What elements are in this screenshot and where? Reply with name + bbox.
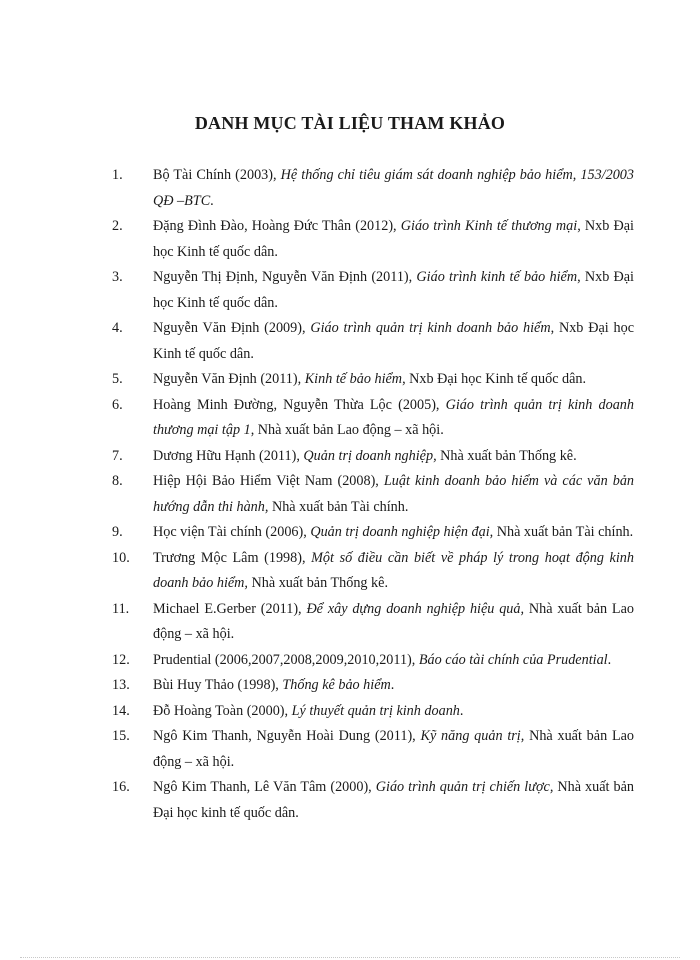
reference-title: Báo cáo tài chính của Prudential <box>418 651 608 668</box>
reference-number: 2. <box>112 218 123 234</box>
page-title: DANH MỤC TÀI LIỆU THAM KHẢO <box>194 113 506 133</box>
reference-publisher: Nhà xuất bản Đại học kinh tế quốc dân. <box>153 779 634 821</box>
reference-number: 7. <box>112 447 123 464</box>
reference-text <box>153 214 634 265</box>
reference-text <box>153 316 634 367</box>
reference-item <box>0 546 700 597</box>
reference-item <box>0 444 700 470</box>
reference-number: 8. <box>112 473 123 489</box>
reference-title: Kinh tế bảo hiểm <box>304 371 403 387</box>
reference-publisher: , Nxb Đại học Kinh tế quốc dân. <box>153 320 634 362</box>
reference-authors: Nguyễn Văn Định (2011), <box>153 371 305 387</box>
reference-title: Thống kê bảo hiểm <box>282 677 391 693</box>
reference-publisher: , Nxb Đại học Kinh tế quốc dân. <box>153 269 635 311</box>
reference-authors: Bùi Huy Thảo (1998), <box>153 677 283 693</box>
reference-number: 12. <box>112 651 130 668</box>
reference-text <box>153 469 634 520</box>
reference-title: Kỹ năng quản trị, <box>420 728 525 744</box>
reference-authors: Dương Hữu Hạnh (2011), <box>153 447 304 464</box>
reference-authors: Hiệp Hội Bảo Hiểm Việt Nam (2008), <box>153 473 384 489</box>
reference-item <box>0 393 700 444</box>
reference-publisher: . <box>607 651 612 668</box>
reference-list <box>0 163 700 826</box>
reference-publisher: Nhà xuất bản Tài chính. <box>268 498 409 515</box>
reference-publisher: . <box>390 677 395 693</box>
reference-number: 4. <box>112 320 123 336</box>
reference-number: 10. <box>112 549 130 566</box>
reference-text <box>153 546 634 597</box>
reference-item <box>0 648 700 674</box>
reference-text <box>153 265 634 316</box>
reference-number: 14. <box>112 702 130 719</box>
reference-text <box>153 367 634 393</box>
reference-publisher: , Nxb Đại học Kinh tế quốc dân. <box>402 371 587 387</box>
reference-number: 3. <box>112 269 123 285</box>
reference-title: Giáo trình quản trị kinh doanh bảo hiểm <box>310 320 551 336</box>
reference-authors: Bộ Tài Chính (2003), <box>153 167 281 183</box>
reference-item <box>0 520 700 546</box>
reference-title: Quản trị doanh nghiệp, <box>303 447 437 464</box>
reference-number: 9. <box>112 524 123 540</box>
reference-title: Để xây dựng doanh nghiệp hiệu quả, <box>306 600 525 617</box>
reference-authors: Hoàng Minh Đường, Nguyễn Thừa Lộc (2005), <box>153 396 446 413</box>
reference-title: Giáo trình quản trị chiến lược, <box>375 779 554 795</box>
reference-number: 15. <box>112 728 130 744</box>
reference-item <box>0 673 700 699</box>
reference-number: 11. <box>112 600 130 617</box>
reference-publisher: . <box>459 702 464 719</box>
reference-text <box>153 775 634 826</box>
reference-number: 6. <box>112 396 123 413</box>
reference-number: 1. <box>112 167 123 183</box>
reference-text <box>153 597 634 648</box>
reference-authors: Nguyễn Thị Định, Nguyễn Văn Định (2011), <box>153 269 417 285</box>
reference-authors: Prudential (2006,2007,2008,2009,2010,2011), <box>153 651 419 668</box>
reference-item <box>0 163 700 214</box>
reference-title: Giáo trình kinh tế bảo hiểm <box>416 269 578 285</box>
reference-authors: Đỗ Hoàng Toàn (2000), <box>153 702 292 719</box>
reference-publisher: , Nhà xuất bản Lao động – xã hội. <box>250 422 444 438</box>
reference-text <box>153 520 634 546</box>
reference-item <box>0 316 700 367</box>
reference-title: Quản trị doanh nghiệp hiện đại, <box>310 524 494 540</box>
reference-authors: Học viện Tài chính (2006), <box>153 524 311 540</box>
reference-number: 13. <box>112 677 130 693</box>
reference-text <box>153 673 634 699</box>
reference-item <box>0 724 700 775</box>
reference-title: Giáo trình quản trị kinh doanh thương mại tập 1 <box>153 396 634 438</box>
reference-publisher: Nhà xuất bản Thống kê. <box>247 575 388 591</box>
reference-text <box>153 724 634 775</box>
reference-number: 16. <box>112 779 130 795</box>
reference-text <box>153 699 634 725</box>
page-bottom-divider <box>20 957 680 958</box>
reference-authors: Nguyễn Văn Định (2009), <box>153 320 311 336</box>
reference-authors: Ngô Kim Thanh, Lê Văn Tâm (2000), <box>153 779 376 795</box>
reference-item <box>0 367 700 393</box>
reference-item <box>0 699 700 725</box>
reference-publisher: . <box>210 192 214 209</box>
reference-title: Hệ thống chỉ tiêu giám sát doanh nghiệp bảo hiểm, 153/2003 QĐ –BTC <box>153 167 634 209</box>
reference-title: Một số điều cần biết về pháp lý trong hoạt động kinh doanh bảo hiểm, <box>153 549 634 591</box>
reference-item <box>0 597 700 648</box>
reference-item <box>0 469 700 520</box>
reference-text <box>153 393 634 444</box>
reference-title: Lý thuyết quản trị kinh doanh <box>291 702 460 719</box>
reference-publisher: Nhà xuất bản Lao động – xã hội. <box>153 728 635 770</box>
reference-item <box>0 775 700 826</box>
reference-publisher: Nhà xuất bản Thống kê. <box>436 447 577 464</box>
reference-authors: Đặng Đình Đào, Hoàng Đức Thân (2012), <box>153 218 401 234</box>
reference-publisher: Nhà xuất bản Lao động – xã hội. <box>153 600 634 642</box>
reference-authors: Trương Mộc Lâm (1998), <box>153 549 312 566</box>
reference-number: 5. <box>112 371 123 387</box>
reference-authors: Michael E.Gerber (2011), <box>153 600 307 617</box>
reference-text <box>153 648 634 674</box>
reference-item <box>0 214 700 265</box>
reference-authors: Ngô Kim Thanh, Nguyễn Hoài Dung (2011), <box>153 728 421 744</box>
reference-title: Giáo trình Kinh tế thương mại <box>400 218 578 234</box>
reference-publisher: , Nxb Đại học Kinh tế quốc dân. <box>153 218 634 260</box>
reference-title: Luật kinh doanh bảo hiểm và các văn bản hướng dẫn thi hành, <box>153 473 635 515</box>
reference-text <box>153 163 634 214</box>
reference-text <box>153 444 634 470</box>
reference-item <box>0 265 700 316</box>
reference-publisher: Nhà xuất bản Tài chính. <box>493 524 634 540</box>
